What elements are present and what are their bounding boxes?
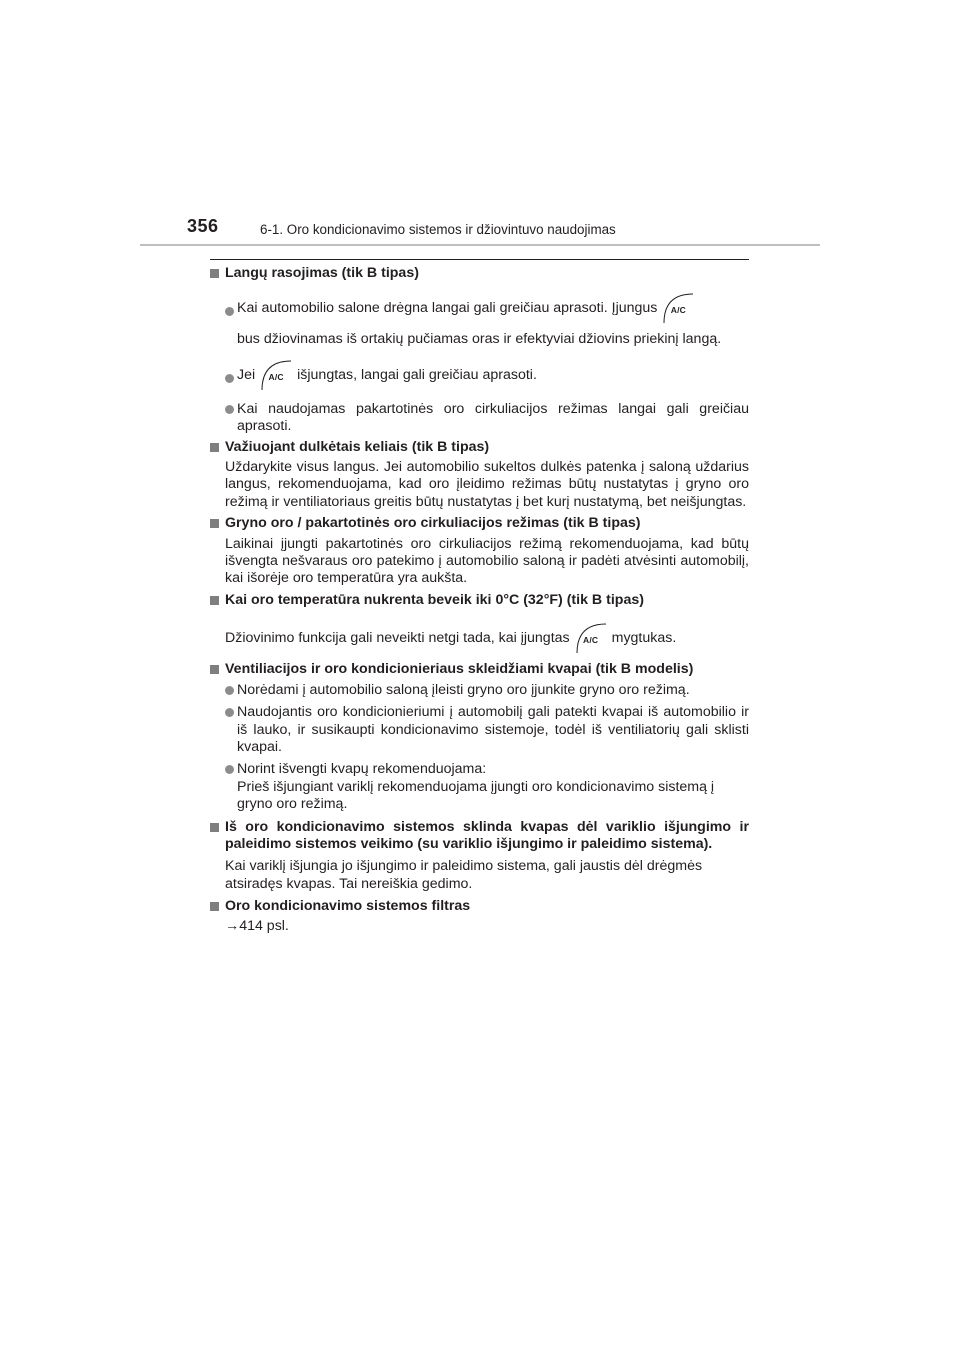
section-heading: Gryno oro / pakartotinės oro cirkuliacijos režimas (tik B tipas)	[210, 515, 749, 532]
section-odors	[210, 661, 749, 813]
bullet-item: Naudojantis oro kondicionieriumi į automobilį gali patekti kvapai iš automobilio ir iš lauko, ir susikaupti kondicionavimo sistemoje, todėl iš ventiliatorių gali sklisti kvapai.	[210, 704, 749, 756]
round-bullet-icon	[225, 307, 234, 316]
bullet-item: Jei A/C išjungtas, langai gali greičiau aprasoti.	[210, 358, 749, 392]
square-bullet-icon	[210, 443, 219, 452]
section-text: Laikinai įjungti pakartotinės oro cirkuliacijos režimą rekomenduojama, kad būtų išvengta nešvaraus oro patekimo į automobilio saloną ir padėti atvėsinti automobilį, kai išorėje oro temperatūra yra aukšta.	[225, 535, 749, 587]
round-bullet-icon	[225, 765, 234, 774]
section-heading: Važiuojant dulkėtais keliais (tik B tipas)	[210, 439, 749, 456]
round-bullet-icon	[225, 686, 234, 695]
bullet-item: Kai naudojamas pakartotinės oro cirkuliacijos režimas langai gali greičiau aprasoti.	[210, 401, 749, 436]
page-reference-link[interactable]: →414 psl.	[225, 917, 289, 934]
section-filter	[210, 898, 749, 935]
square-bullet-icon	[210, 519, 219, 528]
page-number: 356	[187, 216, 219, 236]
section-dusty-roads	[210, 439, 749, 512]
page-content	[210, 259, 749, 935]
bullet-continuation: bus džiovinamas iš ortakių pučiamas oras ir efektyviai džiovins priekinį langą.	[237, 331, 722, 348]
section-air-mode	[210, 515, 749, 588]
section-title: 6-1. Oro kondicionavimo sistemos ir džiovintuvo naudojimas	[260, 222, 616, 237]
section-heading: Oro kondicionavimo sistemos filtras	[210, 898, 749, 915]
square-bullet-icon	[210, 902, 219, 911]
square-bullet-icon	[210, 269, 219, 278]
square-bullet-icon	[210, 665, 219, 674]
section-heading: Iš oro kondicionavimo sistemos sklinda kvapas dėl variklio išjungimo ir paleidimo sistemos veikimo (su variklio išjungimo ir paleidimo sistema).	[210, 819, 749, 854]
bullet-item: Norint išvengti kvapų rekomenduojama: Prieš išjungiant variklį rekomenduojama įjungti oro kondicionavimo sistemą į gryno oro režimą.	[210, 761, 749, 813]
ac-button-icon: A/C	[661, 291, 695, 325]
section-window-fogging	[210, 265, 749, 436]
round-bullet-icon	[225, 374, 234, 383]
section-text: Kai variklį išjungia jo išjungimo ir paleidimo sistema, gali jaustis dėl drėgmės atsiradęs kvapas. Tai nereiškia gedimo.	[225, 858, 703, 892]
page-header	[140, 216, 820, 246]
ac-button-icon: A/C	[259, 358, 293, 392]
bullet-item: Norėdami į automobilio saloną įleisti gryno oro įjunkite gryno oro režimą.	[210, 682, 749, 699]
section-heading: Langų rasojimas (tik B tipas)	[210, 265, 749, 282]
square-bullet-icon	[210, 596, 219, 605]
section-text: Uždarykite visus langus. Jei automobilio sukeltos dulkės patenka į saloną uždarius langus, rekomenduojama, kad oro įleidimo režimas būtų nustatytas į gryno oro režimą ir ventiliatoriaus greitis būtų nustatytas į bet kurį nustatymą, bet neišjungtas.	[225, 459, 749, 510]
section-low-temperature	[210, 592, 749, 655]
section-stop-start-odor	[210, 819, 749, 894]
bullet-item: Kai automobilio salone drėgna langai gali greičiau aprasoti. Įjungus A/C	[210, 291, 749, 325]
round-bullet-icon	[225, 405, 234, 414]
ac-button-icon: A/C	[574, 621, 608, 655]
section-text: Džiovinimo funkcija gali neveikti netgi tada, kai įjungtas A/C mygtukas.	[210, 621, 749, 655]
section-heading: Kai oro temperatūra nukrenta beveik iki 0°C (32°F) (tik B tipas)	[210, 592, 749, 609]
round-bullet-icon	[225, 708, 234, 717]
square-bullet-icon	[210, 823, 219, 832]
section-heading: Ventiliacijos ir oro kondicionieriaus skleidžiami kvapai (tik B modelis)	[210, 661, 749, 678]
header-divider	[140, 244, 820, 246]
